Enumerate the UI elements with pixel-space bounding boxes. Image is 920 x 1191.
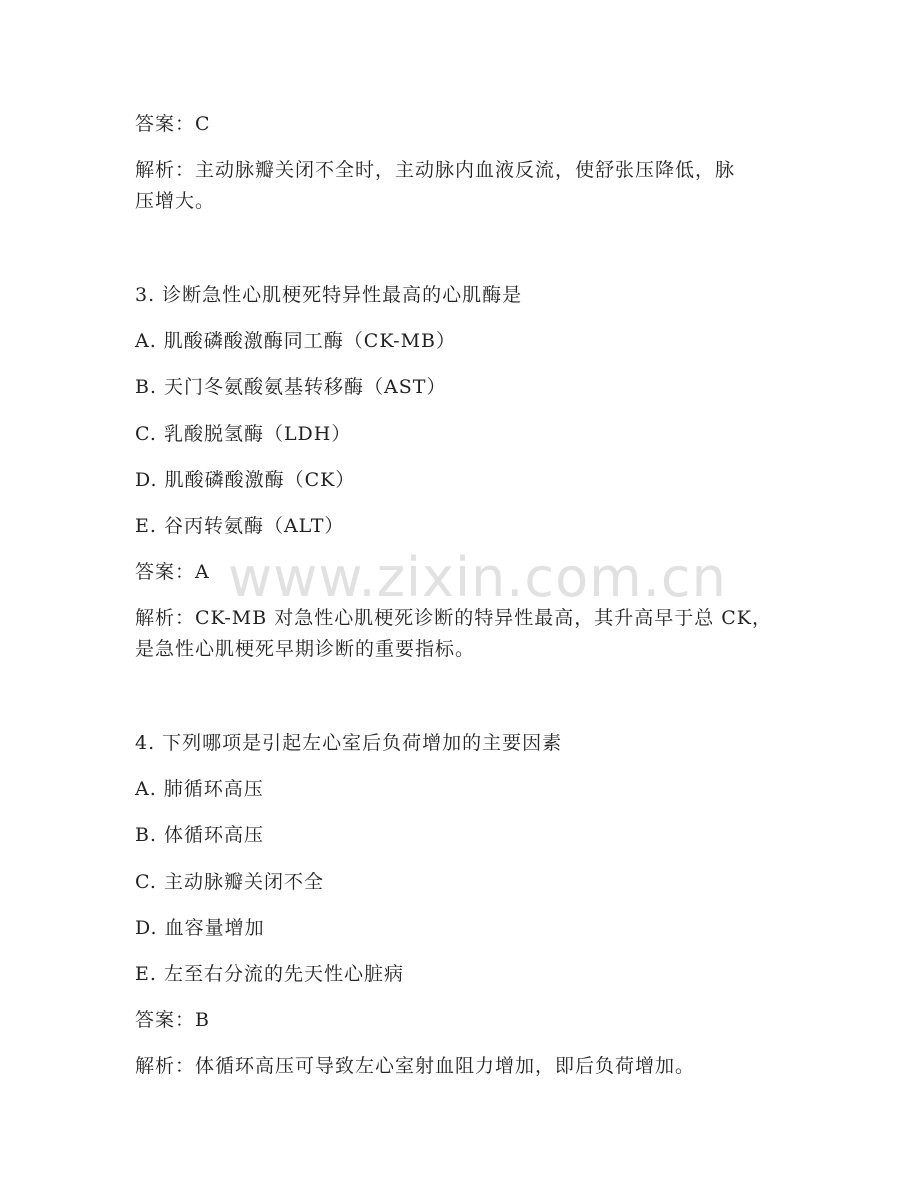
- question-3-option-e: E. 谷丙转氨酶（ALT）: [135, 515, 345, 537]
- question-3-analysis-line-2: 是急性心肌梗死早期诊断的重要指标。: [135, 638, 476, 660]
- question-3-analysis-line-1: 解析：CK-MB 对急性心肌梗死诊断的特异性最高，其升高早于总 CK，: [135, 607, 772, 629]
- question-4-option-e: E. 左至右分流的先天性心脏病: [135, 963, 404, 985]
- question-4-option-d: D. 血容量增加: [135, 917, 265, 939]
- question-3-stem: 3. 诊断急性心肌梗死特异性最高的心肌酶是: [135, 284, 523, 306]
- question-4-option-a: A. 肺循环高压: [135, 778, 264, 800]
- question-3-option-c: C. 乳酸脱氢酶（LDH）: [135, 423, 352, 445]
- question-3-option-a: A. 肌酸磷酸激酶同工酶（CK-MB）: [135, 330, 456, 352]
- watermark: www.zixin.com.cn: [228, 546, 727, 609]
- question-3-answer: 答案：A: [135, 561, 210, 583]
- question-2-analysis-line-1: 解析：主动脉瓣关闭不全时，主动脉内血液反流，使舒张压降低，脉: [135, 159, 736, 181]
- question-4-option-c: C. 主动脉瓣关闭不全: [135, 871, 324, 893]
- question-4-answer: 答案：B: [135, 1009, 210, 1031]
- question-4-option-b: B. 体循环高压: [135, 824, 265, 846]
- question-3-option-b: B. 天门冬氨酸氨基转移酶（AST）: [135, 376, 447, 398]
- question-2-answer: 答案：C: [135, 113, 211, 135]
- question-2-analysis-line-2: 压增大。: [135, 190, 216, 212]
- question-4-analysis-line-1: 解析：体循环高压可导致左心室射血阻力增加，即后负荷增加。: [135, 1055, 696, 1077]
- question-4-stem: 4. 下列哪项是引起左心室后负荷增加的主要因素: [135, 732, 563, 754]
- question-3-option-d: D. 肌酸磷酸激酶（CK）: [135, 469, 356, 491]
